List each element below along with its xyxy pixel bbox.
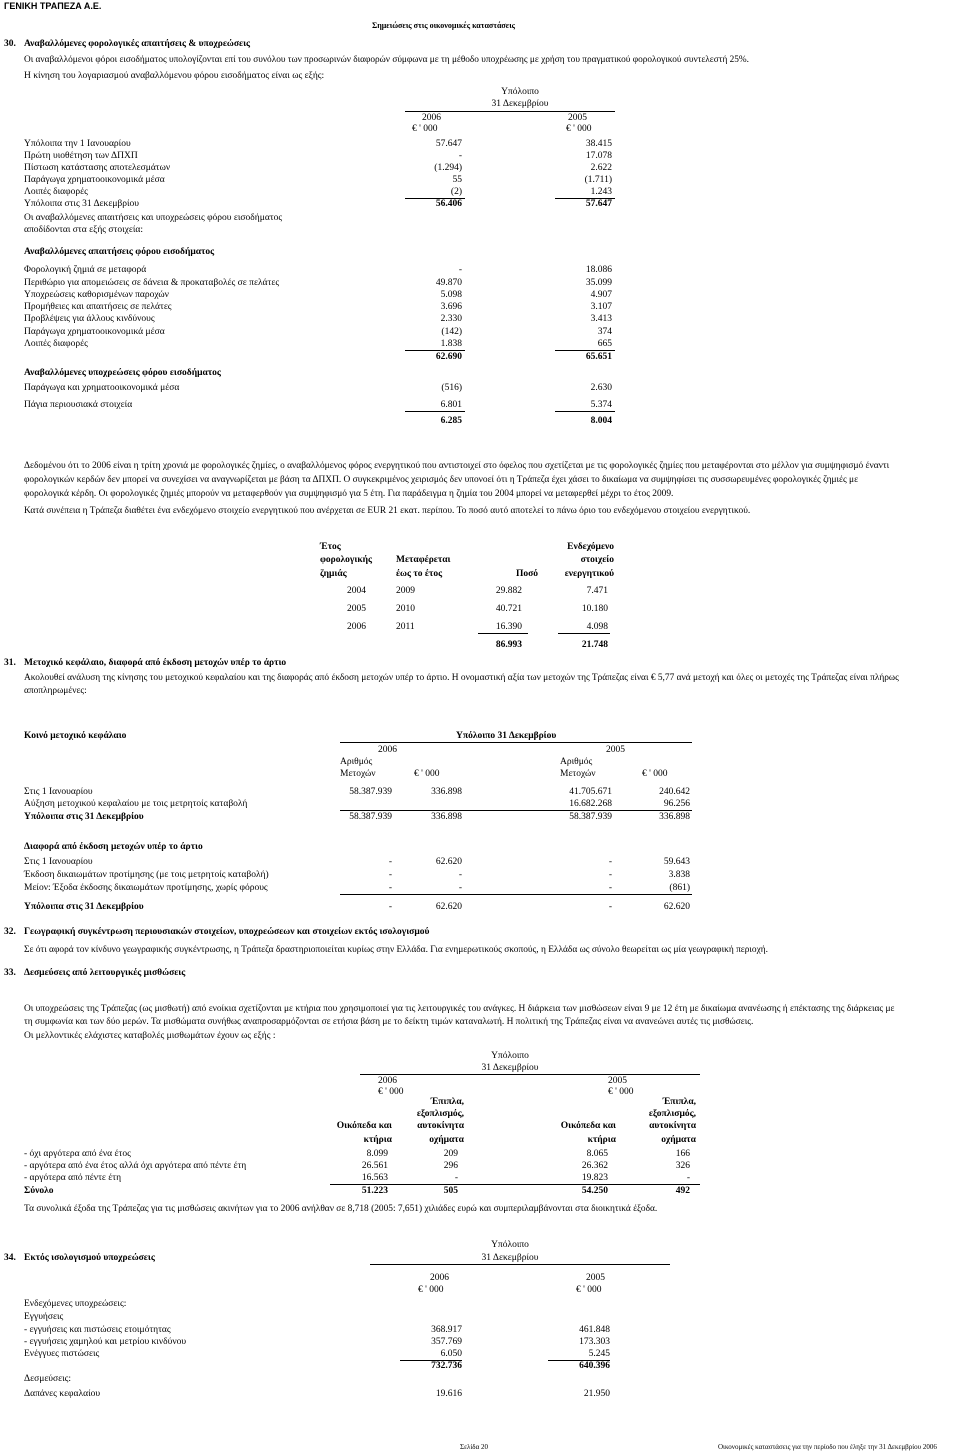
offbs-row-2005: 461.848 <box>579 1325 610 1335</box>
lease-eq-head-b: εξοπλισμός, <box>416 1109 464 1119</box>
subtotal-rule <box>330 1184 700 1185</box>
liability-row-2006: 6.801 <box>440 400 462 410</box>
lease-row-e2006: 296 <box>443 1161 458 1171</box>
asset-row-2005: 665 <box>597 339 612 349</box>
offbs-unit-2006: € ' 000 <box>418 1285 444 1295</box>
asset-row-label: Λοιπές διαφορές <box>24 339 88 349</box>
asset-row-label: Περιθώριο για απομειώσεις σε δάνεια & προκαταβολές σε πελάτες <box>24 278 280 288</box>
lease-balance-b: 31 Δεκεμβρίου <box>481 1063 539 1073</box>
share-num-head-2006: Αριθμός <box>340 757 373 767</box>
lease-row-l2005: 26.362 <box>581 1161 608 1171</box>
asset-row-label: Υποχρεώσεις καθορισμένων παροχών <box>24 290 169 300</box>
lease-row-e2006: 209 <box>443 1149 458 1159</box>
subtotal-rule <box>405 411 465 412</box>
offbs-row-2006: 368.917 <box>431 1325 462 1335</box>
lease-row-l2006: 26.561 <box>361 1161 388 1171</box>
lease-row-label: - αργότερα από ένα έτος αλλά όχι αργότερα από πέντε έτη <box>24 1161 247 1171</box>
row-label: Λοιπές διαφορές <box>24 187 88 197</box>
asset-row-2005: 374 <box>597 327 612 337</box>
col-unit-2006: € ' 000 <box>412 124 438 134</box>
share-row-v2006: 336.898 <box>431 787 462 797</box>
lease-eq-head-c: αυτοκίνητα <box>417 1121 464 1131</box>
premium-row-v2006: - <box>458 870 462 880</box>
liability-row-2005: 2.630 <box>590 383 612 393</box>
lease-total-e2005: 492 <box>675 1186 690 1196</box>
loss-col-asset-a: Ενδεχόμενο <box>567 542 614 552</box>
note32-title: Γεωγραφική συγκέντρωση περιουσιακών στοιχείων, υποχρεώσεων και στοιχείων εκτός ισολογισμού <box>24 927 430 937</box>
liability-row-label: Πάγια περιουσιακά στοιχεία <box>24 400 133 410</box>
note33-number: 33. <box>4 968 16 978</box>
deferred-assets-title: Αναβαλλόμενες απαιτήσεις φόρου εισοδήματος <box>24 247 215 257</box>
col-header-date: 31 Δεκεμβρίου <box>491 99 549 109</box>
loss-col-asset-c: ενεργητικού <box>564 569 614 579</box>
offbs-row-2006: 357.769 <box>431 1337 462 1347</box>
offbs-unit-2005: € ' 000 <box>576 1285 602 1295</box>
assets-total-2005: 65.651 <box>585 352 612 362</box>
premium-total-v2005: 62.620 <box>663 902 690 912</box>
row-label: Πίστωση κατάστασης αποτελεσμάτων <box>24 163 171 173</box>
lease-eq-head-a-2005: Έπιπλα, <box>662 1097 696 1107</box>
lease-total-e2006: 505 <box>443 1186 458 1196</box>
loss-row-amount: 40.721 <box>495 604 522 614</box>
lease-row-l2006: 16.563 <box>361 1173 388 1183</box>
note30-intro: Η κίνηση του λογαριασμού αναβαλλόμενου φόρου εισοδήματος είναι ως εξής: <box>24 71 325 81</box>
asset-row-2005: 3.107 <box>590 302 612 312</box>
header-rule <box>405 111 615 112</box>
share-balance-header: Υπόλοιπο 31 Δεκεμβρίου <box>456 731 557 741</box>
lease-row-e2006: - <box>454 1173 458 1183</box>
lease-total-label: Σύνολο <box>24 1186 54 1196</box>
note34-number: 34. <box>4 1253 16 1263</box>
capex-label: Δαπάνες κεφαλαίου <box>24 1389 101 1399</box>
note31-paragraph-line: Ακολουθεί ανάλυση της κίνησης του μετοχικού κεφαλαίου και της διαφοράς από έκδοση μετοχών υπέρ το άρτιο. Η ονομαστική αξία των μετοχών της Τράπεζας είναι € 5,77 ανά μετοχή και όλες οι μετοχές της Τράπεζας είναι πλήρως <box>24 673 899 683</box>
subtotal-rule <box>405 350 465 351</box>
lease-total-l2005: 54.250 <box>581 1186 608 1196</box>
note33-title: Δεσμεύσεις από λειτουργικές μισθώσεις <box>24 968 186 978</box>
liability-row-2005: 5.374 <box>590 400 612 410</box>
lease-eq-head-b-2005: εξοπλισμός, <box>648 1109 696 1119</box>
note31-paragraph-line: αποπληρωμένες: <box>24 686 87 696</box>
row-value-2005: 38.415 <box>585 139 612 149</box>
loss-row-asset: 4.098 <box>586 622 608 632</box>
premium-row-sh2005: - <box>608 857 612 867</box>
premium-row-sh2005: - <box>608 870 612 880</box>
loss-col-asset-b: στοιχείο <box>580 555 614 565</box>
lease-land-head-a: Οικόπεδα και <box>336 1121 392 1131</box>
note30-paragraph: Οι αναβαλλόμενοι φόροι εισοδήματος υπολογίζονται επί του συνόλου των προσωρινών διαφορών σύμφωνα με τη μέθοδο υποχρέωσης με χρήση του πραγματικού φορολογικού συντελεστή 25%. <box>24 55 749 65</box>
assets-total-2006: 62.690 <box>435 352 462 362</box>
share-row-v2005: 240.642 <box>659 787 690 797</box>
share-row-sh2005: 41.705.671 <box>569 787 612 797</box>
premium-row-sh2006: - <box>388 857 392 867</box>
premium-row-v2006: 62.620 <box>435 857 462 867</box>
tax-loss-paragraph-line: φορολογικών κερδών δεν μπορεί να συνεχίσει να αναγνωρίζεται με βάση τα ΔΠΧΠ. Ο συγκεκριμένος χειρισμός δεν υπονοεί ότι η Τράπεζα έχει χάσει το δικαίωμα να συμψηφίσει τις συσσωρευμένες φορολογικές ζημιές με <box>24 475 859 485</box>
row-value-2006: (2) <box>450 187 462 197</box>
offbs-balance-a: Υπόλοιπο <box>491 1240 529 1250</box>
loss-row-to: 2009 <box>396 586 415 596</box>
share-total-sh2006: 58.387.939 <box>349 812 392 822</box>
share-total-v2005: 336.898 <box>659 812 690 822</box>
subtotal-rule <box>558 633 610 634</box>
header-rule <box>340 742 692 743</box>
note31-number: 31. <box>4 658 16 668</box>
note30-title: Αναβαλλόμενες φορολογικές απαιτήσεις & υποχρεώσεις <box>24 39 251 49</box>
offbs-balance-b: 31 Δεκεμβρίου <box>481 1253 539 1263</box>
col-header-balance: Υπόλοιπο <box>501 87 539 97</box>
col-year-2005: 2005 <box>568 113 587 123</box>
share-unit-2005: € ' 000 <box>642 769 668 779</box>
net-total-2006: 6.285 <box>440 416 462 426</box>
col-year-2006: 2006 <box>422 113 441 123</box>
lease-row-e2005: 326 <box>675 1161 690 1171</box>
row-total-2006: 56.406 <box>435 199 462 209</box>
premium-row-label: Έκδοση δικαιωμάτων προτίμησης (με τοις μετρητοίς καταβολή) <box>24 870 269 880</box>
subtotal-rule <box>478 633 528 634</box>
lease-row-l2005: 8.065 <box>586 1149 608 1159</box>
lease-row-e2005: - <box>686 1173 690 1183</box>
loss-row-asset: 7.471 <box>586 586 608 596</box>
lease-row-l2006: 8.099 <box>366 1149 388 1159</box>
row-label: Πρώτη υιοθέτηση των ΔΠΧΠ <box>24 151 138 161</box>
share-capital-title: Κοινό μετοχικό κεφάλαιο <box>24 731 127 741</box>
offbs-subtotal-2006: 732.736 <box>431 1361 462 1371</box>
row-value-2005: 2.622 <box>590 163 612 173</box>
page-subtitle: Σημειώσεις στις οικονομικές καταστάσεις <box>372 21 516 30</box>
asset-row-2006: - <box>458 265 462 275</box>
note32-number: 32. <box>4 927 16 937</box>
row-value-2005: (1.711) <box>584 175 612 185</box>
note33-paragraph-line: τη συμφωνία και των δύο μερών. Τα μισθώματα συνήθως αναπροσαρμόζονται σε ετήσια βάση με το δείκτη τιμών καταναλωτή. Η πολιτική της Τράπεζας είναι να ανανεώνει αυτές τις μισθώσεις. <box>24 1017 754 1027</box>
capex-2006: 19.616 <box>435 1389 462 1399</box>
premium-row-v2005: (861) <box>669 883 690 893</box>
row-value-2005: 1.243 <box>590 187 612 197</box>
asset-row-label: Παράγωγα χρηματοοικονομικά μέσα <box>24 327 165 337</box>
loss-row-amount: 16.390 <box>495 622 522 632</box>
premium-total-sh2006: - <box>388 902 392 912</box>
share-num-head-2005: Αριθμός <box>560 757 593 767</box>
loss-row-year: 2004 <box>347 586 366 596</box>
footer-caption: Οικονομικές καταστάσεις για την περίοδο που έληξε την 31 Δεκεμβρίου 2006 <box>718 1443 937 1451</box>
loss-row-to: 2010 <box>396 604 415 614</box>
share-total-v2006: 336.898 <box>431 812 462 822</box>
lease-year-2006: 2006 <box>378 1076 397 1086</box>
share-total-sh2005: 58.387.939 <box>569 812 612 822</box>
asset-row-label: Προμήθειες και απαιτήσεις σε πελάτες <box>24 302 172 312</box>
share-row-v2005: 96.256 <box>663 799 690 809</box>
row-value-2006: (1.294) <box>434 163 462 173</box>
loss-row-amount: 29.882 <box>495 586 522 596</box>
premium-row-v2005: 3.838 <box>668 870 690 880</box>
lease-year-2005: 2005 <box>608 1076 627 1086</box>
note30-number: 30. <box>4 39 16 49</box>
subtotal-rule <box>340 894 692 895</box>
commitments-label: Δεσμεύσεις: <box>24 1374 72 1384</box>
loss-col-year-c: ζημιάς <box>320 569 347 579</box>
loss-row-asset: 10.180 <box>581 604 608 614</box>
loss-row-year: 2005 <box>347 604 366 614</box>
offbs-row-2006: 6.050 <box>440 1349 462 1359</box>
row-label-total: Υπόλοιπα στις 31 Δεκεμβρίου <box>24 199 140 209</box>
offbs-subtotal-2005: 640.396 <box>579 1361 610 1371</box>
note30-breakdown-intro: Οι αναβαλλόμενες απαιτήσεις και υποχρεώσεις φόρου εισοδήματος <box>24 213 283 223</box>
asset-row-2005: 18.086 <box>585 265 612 275</box>
premium-row-v2006: - <box>458 883 462 893</box>
asset-row-label: Φορολογική ζημιά σε μεταφορά <box>24 265 147 275</box>
note33-paragraph-line: Οι υποχρεώσεις της Τράπεζας (ως μισθωτή) από ενοίκια σχετίζονται με κτήρια που χρησιμοποιεί για τις λειτουργικές του ανάγκες. Η διάρκεια των μισθώσεων είναι 9 με 12 έτη με δικαίωμα ανανέωσης ή επέκτασης της διάρκειας με <box>24 1004 895 1014</box>
lease-eq-head-d-2005: οχήματα <box>661 1135 696 1145</box>
lease-row-label: - αργότερα από πέντε έτη <box>24 1173 122 1183</box>
premium-row-sh2005: - <box>608 883 612 893</box>
guarantees-label: Εγγυήσεις <box>24 1312 64 1322</box>
note30-breakdown-intro-2: αποδίδονται στα εξής στοιχεία: <box>24 225 144 235</box>
asset-row-2006: 3.696 <box>440 302 462 312</box>
lease-row-l2005: 19.823 <box>581 1173 608 1183</box>
capex-2005: 21.950 <box>583 1389 610 1399</box>
share-year-2005: 2005 <box>606 745 625 755</box>
header-rule <box>360 1074 700 1075</box>
col-unit-2005: € ' 000 <box>566 124 592 134</box>
premium-total-sh2005: - <box>608 902 612 912</box>
row-label: Υπόλοιπα την 1 Ιανουαρίου <box>24 139 131 149</box>
loss-col-carry-a: Μεταφέρεται <box>396 555 451 565</box>
lease-land-head-b: κτήρια <box>363 1135 392 1145</box>
asset-row-2005: 4.907 <box>590 290 612 300</box>
premium-row-label: Μείον: Έξοδα έκδοσης δικαιωμάτων προτίμησης, χωρίς φόρους <box>24 883 268 893</box>
asset-row-2006: 1.838 <box>440 339 462 349</box>
loss-col-amount: Ποσό <box>516 569 539 579</box>
lease-land-head-b-2005: κτήρια <box>587 1135 616 1145</box>
lease-unit-2006: € ' 000 <box>378 1087 404 1097</box>
asset-row-2005: 3.413 <box>590 314 612 324</box>
lease-unit-2005: € ' 000 <box>608 1087 634 1097</box>
bank-name: ΓΕΝΙΚΗ ΤΡΑΠΕΖΑ Α.Ε. <box>4 1 102 11</box>
liability-row-2006: (516) <box>441 383 462 393</box>
lease-row-e2005: 166 <box>675 1149 690 1159</box>
offbs-row-2005: 173.303 <box>579 1337 610 1347</box>
subtotal-rule <box>555 350 615 351</box>
contingent-label: Ενδεχόμενες υποχρεώσεις: <box>24 1299 127 1309</box>
premium-row-v2005: 59.643 <box>663 857 690 867</box>
loss-row-year: 2006 <box>347 622 366 632</box>
lease-eq-head-c-2005: αυτοκίνητα <box>649 1121 696 1131</box>
asset-row-2005: 35.099 <box>585 278 612 288</box>
asset-row-2006: 49.870 <box>435 278 462 288</box>
row-value-2006: 57.647 <box>435 139 462 149</box>
share-row-sh2006: 58.387.939 <box>349 787 392 797</box>
lease-eq-head-a: Έπιπλα, <box>430 1097 464 1107</box>
header-rule <box>370 1264 670 1265</box>
note33-intro: Οι μελλοντικές ελάχιστες καταβολές μισθωμάτων έχουν ως εξής : <box>24 1031 276 1041</box>
share-year-2006: 2006 <box>378 745 397 755</box>
loss-total-asset: 21.748 <box>581 640 608 650</box>
share-unit-2006: € ' 000 <box>414 769 440 779</box>
row-value-2006: 55 <box>452 175 462 185</box>
tax-loss-paragraph-line: φορολογικά κέρδη. Οι φορολογικές ζημιές μπορούν να μεταφερθούν για συμψηφισμό για 5 έτη. Για παράδειγμα η ζημία του 2004 μπορεί να μεταφερθεί μέχρι το έτος 2009. <box>24 489 674 499</box>
page-number: Σελίδα 20 <box>460 1443 489 1451</box>
note31-title: Μετοχικό κεφάλαιο, διαφορά από έκδοση μετοχών υπέρ το άρτιο <box>24 658 287 668</box>
offbs-year-2005: 2005 <box>586 1273 605 1283</box>
row-value-2005: 17.078 <box>585 151 612 161</box>
note33-expense-paragraph: Τα συνολικά έξοδα της Τράπεζας για τις μισθώσεις ακινήτων για το 2006 ανήλθαν σε 8,718 (2005: 7,651) χιλιάδες ευρώ και συμπεριλαμβάνονται στα διοικητικά έξοδα. <box>24 1204 658 1214</box>
offbs-row-label: Ενέγγυες πιστώσεις <box>24 1349 100 1359</box>
tax-loss-paragraph-line: Δεδομένου ότι το 2006 είναι η τρίτη χρονιά με φορολογικές ζημίες, ο αναβαλλόμενος φόρος ενεργητικού που αντιστοιχεί στο όφελος που σχετίζεται με τις φορολογικές ζημίες που μεταφέρονται στο μέλλον για συμψηφισμό έναντι <box>24 461 890 471</box>
asset-row-2006: (142) <box>441 327 462 337</box>
asset-row-label: Προβλέψεις για άλλους κινδύνους <box>24 314 155 324</box>
asset-row-2006: 2.330 <box>440 314 462 324</box>
loss-col-year-a: Έτος <box>320 542 341 552</box>
note32-paragraph: Σε ότι αφορά τον κίνδυνο γεωγραφικής συγκέντρωσης, η Τράπεζα δραστηριοποιείται κυρίως στην Ελλάδα. Για ενημερωτικούς σκοπούς, η Ελλάδα ως σύνολο θεωρείται ως μία γεωγραφική περιοχή. <box>24 945 769 955</box>
deferred-liabilities-title: Αναβαλλόμενες υποχρεώσεις φόρου εισοδήματος <box>24 368 221 378</box>
lease-total-l2006: 51.223 <box>361 1186 388 1196</box>
loss-col-year-b: φορολογικής <box>320 555 372 565</box>
net-total-2005: 8.004 <box>590 416 612 426</box>
liability-row-label: Παράγωγα και χρηματοοικονομικά μέσα <box>24 383 180 393</box>
premium-row-label: Στις 1 Ιανουαρίου <box>24 857 93 867</box>
offbs-row-label: - εγγυήσεις και πιστώσεις ετοιμότητας <box>24 1325 171 1335</box>
note34-title: Εκτός ισολογισμού υποχρεώσεις <box>24 1253 155 1263</box>
share-num-head-2006-b: Μετοχών <box>340 769 376 779</box>
lease-land-head-a-2005: Οικόπεδα και <box>560 1121 616 1131</box>
share-num-head-2005-b: Μετοχών <box>560 769 596 779</box>
lease-eq-head-d: οχήματα <box>429 1135 464 1145</box>
loss-total-amount: 86.993 <box>495 640 522 650</box>
row-total-2005: 57.647 <box>585 199 612 209</box>
asset-row-2006: 5.098 <box>440 290 462 300</box>
offbs-row-label: - εγγυήσεις χαμηλού και μετρίου κινδύνου <box>24 1337 187 1347</box>
share-row-label: Στις 1 Ιανουαρίου <box>24 787 93 797</box>
subtotal-rule <box>555 411 615 412</box>
premium-total-label: Υπόλοιπα στις 31 Δεκεμβρίου <box>24 902 144 912</box>
offbs-row-2005: 5.245 <box>588 1349 610 1359</box>
premium-row-sh2006: - <box>388 870 392 880</box>
premium-row-sh2006: - <box>388 883 392 893</box>
loss-col-carry-b: έως το έτος <box>396 569 443 579</box>
row-label: Παράγωγα χρηματοοικονομικά μέσα <box>24 175 165 185</box>
offbs-year-2006: 2006 <box>430 1273 449 1283</box>
premium-total-v2006: 62.620 <box>435 902 462 912</box>
share-total-label: Υπόλοιπα στις 31 Δεκεμβρίου <box>24 812 144 822</box>
subtotal-rule <box>340 810 692 811</box>
lease-balance-a: Υπόλοιπο <box>491 1051 529 1061</box>
row-value-2006: - <box>458 151 462 161</box>
share-row-sh2005: 16.682.268 <box>569 799 612 809</box>
share-premium-title: Διαφορά από έκδοση μετοχών υπέρ το άρτιο <box>24 842 203 852</box>
share-row-label: Αύξηση μετοχικού κεφαλαίου με τοις μετρητοίς καταβολή <box>24 799 248 809</box>
loss-row-to: 2011 <box>396 622 415 632</box>
lease-row-label: - όχι αργότερα από ένα έτος <box>24 1149 131 1159</box>
contingent-asset-paragraph: Κατά συνέπεια η Τράπεζα διαθέτει ένα ενδεχόμενο στοιχείο ενεργητικού που ανέρχεται σε EUR 21 εκατ. περίπου. Το ποσό αυτό αποτελεί το πάνω όριο του ενδεχόμενου στοιχείου ενεργητικού. <box>24 506 751 516</box>
